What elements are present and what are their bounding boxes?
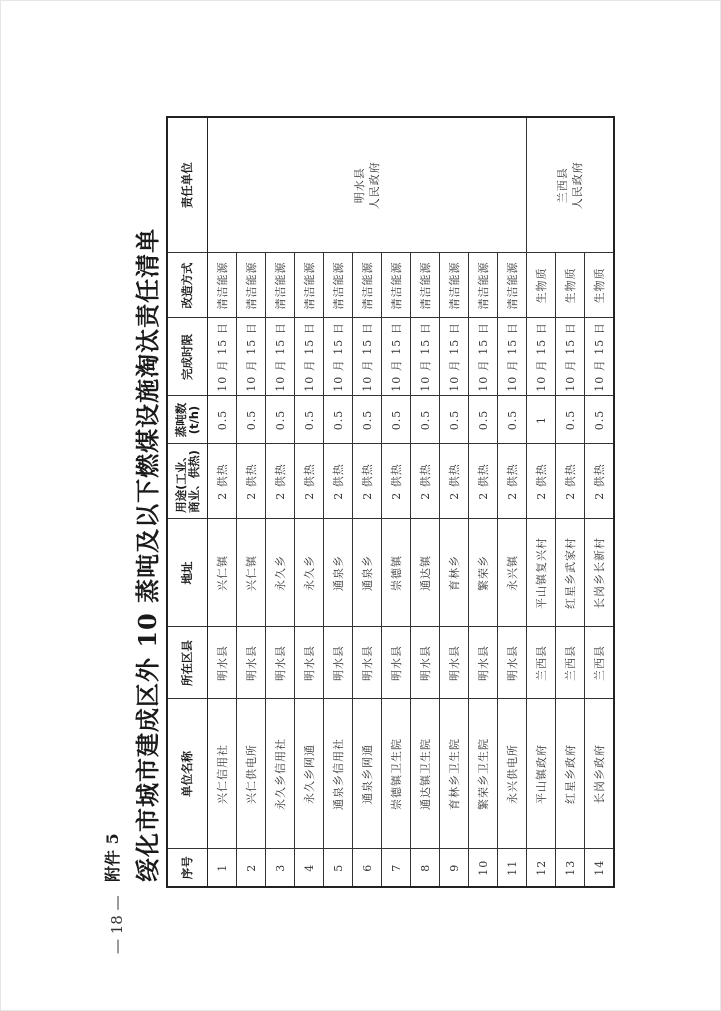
cell-name: 永久乡网通 [295, 699, 324, 849]
cell-method: 清洁能源 [411, 253, 440, 318]
cell-address: 兴仁镇 [208, 519, 237, 627]
cell-address: 平山镇复兴村 [527, 519, 556, 627]
cell-usage: 2 供热 [585, 444, 615, 519]
cell-usage: 2 供热 [208, 444, 237, 519]
cell-responsible [208, 117, 527, 253]
cell-usage: 2 供热 [324, 444, 353, 519]
cell-no: 10 [469, 849, 498, 887]
cell-usage: 2 供热 [527, 444, 556, 519]
cell-method: 清洁能源 [208, 253, 237, 318]
cell-no: 1 [208, 849, 237, 887]
cell-method: 清洁能源 [353, 253, 382, 318]
cell-usage: 2 供热 [556, 444, 585, 519]
cell-method: 生物质 [585, 253, 615, 318]
cell-county: 明水县 [411, 627, 440, 699]
cell-address: 育林乡 [440, 519, 469, 627]
cell-no: 12 [527, 849, 556, 887]
cell-no: 14 [585, 849, 615, 887]
cell-deadline: 10 月 15 日 [585, 318, 615, 396]
responsible-line: 明水县 [353, 167, 366, 204]
cell-usage: 2 供热 [440, 444, 469, 519]
table-row [208, 117, 237, 887]
cell-no: 13 [556, 849, 585, 887]
cell-deadline: 10 月 15 日 [208, 318, 237, 396]
cell-deadline: 10 月 15 日 [324, 318, 353, 396]
cell-county: 明水县 [324, 627, 353, 699]
col-header-name: 单位名称 [167, 699, 208, 849]
cell-county: 明水县 [382, 627, 411, 699]
cell-no: 3 [266, 849, 295, 887]
cell-usage: 2 供热 [353, 444, 382, 519]
cell-method: 清洁能源 [295, 253, 324, 318]
cell-deadline: 10 月 15 日 [295, 318, 324, 396]
cell-no: 5 [324, 849, 353, 887]
cell-tons: 0.5 [411, 396, 440, 444]
col-header-usage: 用途(工业、商业、供热) [167, 444, 208, 519]
responsible-line: 人民政府 [571, 161, 584, 210]
cell-method: 生物质 [527, 253, 556, 318]
col-header-method: 改造方式 [167, 253, 208, 318]
cell-no: 2 [237, 849, 266, 887]
cell-tons: 0.5 [237, 396, 266, 444]
responsible-line: 人民政府 [368, 161, 381, 210]
cell-usage: 2 供热 [382, 444, 411, 519]
cell-address: 通达镇 [411, 519, 440, 627]
cell-deadline: 10 月 15 日 [440, 318, 469, 396]
cell-method: 生物质 [556, 253, 585, 318]
cell-county: 兰西县 [585, 627, 615, 699]
cell-county: 明水县 [440, 627, 469, 699]
col-header-tons: 蒸吨数(t/h) [167, 396, 208, 444]
cell-method: 清洁能源 [324, 253, 353, 318]
cell-deadline: 10 月 15 日 [353, 318, 382, 396]
cell-deadline: 10 月 15 日 [527, 318, 556, 396]
col-header-deadline: 完成时限 [167, 318, 208, 396]
cell-name: 通泉乡信用社 [324, 699, 353, 849]
cell-name: 兴仁供电所 [237, 699, 266, 849]
cell-method: 清洁能源 [237, 253, 266, 318]
cell-no: 6 [353, 849, 382, 887]
cell-method: 清洁能源 [382, 253, 411, 318]
cell-deadline: 10 月 15 日 [237, 318, 266, 396]
cell-address: 崇德镇 [382, 519, 411, 627]
cell-method: 清洁能源 [266, 253, 295, 318]
cell-method: 清洁能源 [440, 253, 469, 318]
cell-name: 通达镇卫生院 [411, 699, 440, 849]
cell-county: 明水县 [353, 627, 382, 699]
cell-name: 平山镇政府 [527, 699, 556, 849]
cell-tons: 0.5 [295, 396, 324, 444]
col-header-responsible: 责任单位 [167, 117, 208, 253]
cell-deadline: 10 月 15 日 [411, 318, 440, 396]
responsible-line: 兰西县 [556, 167, 569, 204]
cell-tons: 0.5 [353, 396, 382, 444]
page-number: — 18 — [108, 895, 126, 954]
cell-usage: 2 供热 [266, 444, 295, 519]
cell-county: 兰西县 [527, 627, 556, 699]
cell-name: 通泉乡网通 [353, 699, 382, 849]
cell-name: 繁荣乡卫生院 [469, 699, 498, 849]
cell-usage: 2 供热 [295, 444, 324, 519]
cell-county: 明水县 [469, 627, 498, 699]
cell-name: 育林乡卫生院 [440, 699, 469, 849]
cell-no: 7 [382, 849, 411, 887]
cell-tons: 0.5 [208, 396, 237, 444]
cell-address: 通泉乡 [353, 519, 382, 627]
cell-address: 长岗乡长新村 [585, 519, 615, 627]
cell-tons: 0.5 [585, 396, 615, 444]
cell-deadline: 10 月 15 日 [498, 318, 527, 396]
rotated-content [102, 102, 642, 954]
cell-no: 11 [498, 849, 527, 887]
cell-no: 4 [295, 849, 324, 887]
cell-tons: 0.5 [324, 396, 353, 444]
cell-tons: 0.5 [266, 396, 295, 444]
cell-deadline: 10 月 15 日 [266, 318, 295, 396]
cell-county: 兰西县 [556, 627, 585, 699]
cell-address: 兴仁镇 [237, 519, 266, 627]
cell-address: 繁荣乡 [469, 519, 498, 627]
cell-deadline: 10 月 15 日 [382, 318, 411, 396]
cell-name: 长岗乡政府 [585, 699, 615, 849]
cell-method: 清洁能源 [498, 253, 527, 318]
cell-county: 明水县 [208, 627, 237, 699]
cell-name: 兴仁信用社 [208, 699, 237, 849]
cell-usage: 2 供热 [498, 444, 527, 519]
cell-usage: 2 供热 [237, 444, 266, 519]
cell-usage: 2 供热 [469, 444, 498, 519]
col-header-address: 地址 [167, 519, 208, 627]
cell-address: 永久乡 [295, 519, 324, 627]
cell-name: 永久乡信用社 [266, 699, 295, 849]
cell-name: 永兴供电所 [498, 699, 527, 849]
cell-address: 永久乡 [266, 519, 295, 627]
cell-county: 明水县 [237, 627, 266, 699]
cell-name: 红星乡政府 [556, 699, 585, 849]
attachment-label: 附件 5 [103, 833, 122, 882]
col-header-county: 所在区县 [167, 627, 208, 699]
cell-responsible [527, 117, 615, 253]
cell-county: 明水县 [266, 627, 295, 699]
header-row [167, 117, 208, 887]
cell-address: 红星乡武家村 [556, 519, 585, 627]
cell-address: 永兴镇 [498, 519, 527, 627]
cell-no: 8 [411, 849, 440, 887]
table-row [527, 117, 556, 887]
cell-tons: 1 [527, 396, 556, 444]
cell-no: 9 [440, 849, 469, 887]
document-title: 绥化市城市建成区外 10 蒸吨及以下燃煤设施淘汰责任清单 [133, 227, 162, 882]
cell-county: 明水县 [498, 627, 527, 699]
cell-method: 清洁能源 [469, 253, 498, 318]
cell-tons: 0.5 [440, 396, 469, 444]
cell-tons: 0.5 [498, 396, 527, 444]
cell-name: 崇德镇卫生院 [382, 699, 411, 849]
cell-tons: 0.5 [469, 396, 498, 444]
table-body [208, 117, 615, 887]
cell-county: 明水县 [295, 627, 324, 699]
cell-tons: 0.5 [556, 396, 585, 444]
responsibility-table [166, 116, 615, 888]
col-header-no: 序号 [167, 849, 208, 887]
cell-usage: 2 供热 [411, 444, 440, 519]
cell-address: 通泉乡 [324, 519, 353, 627]
cell-tons: 0.5 [382, 396, 411, 444]
cell-deadline: 10 月 15 日 [556, 318, 585, 396]
cell-deadline: 10 月 15 日 [469, 318, 498, 396]
